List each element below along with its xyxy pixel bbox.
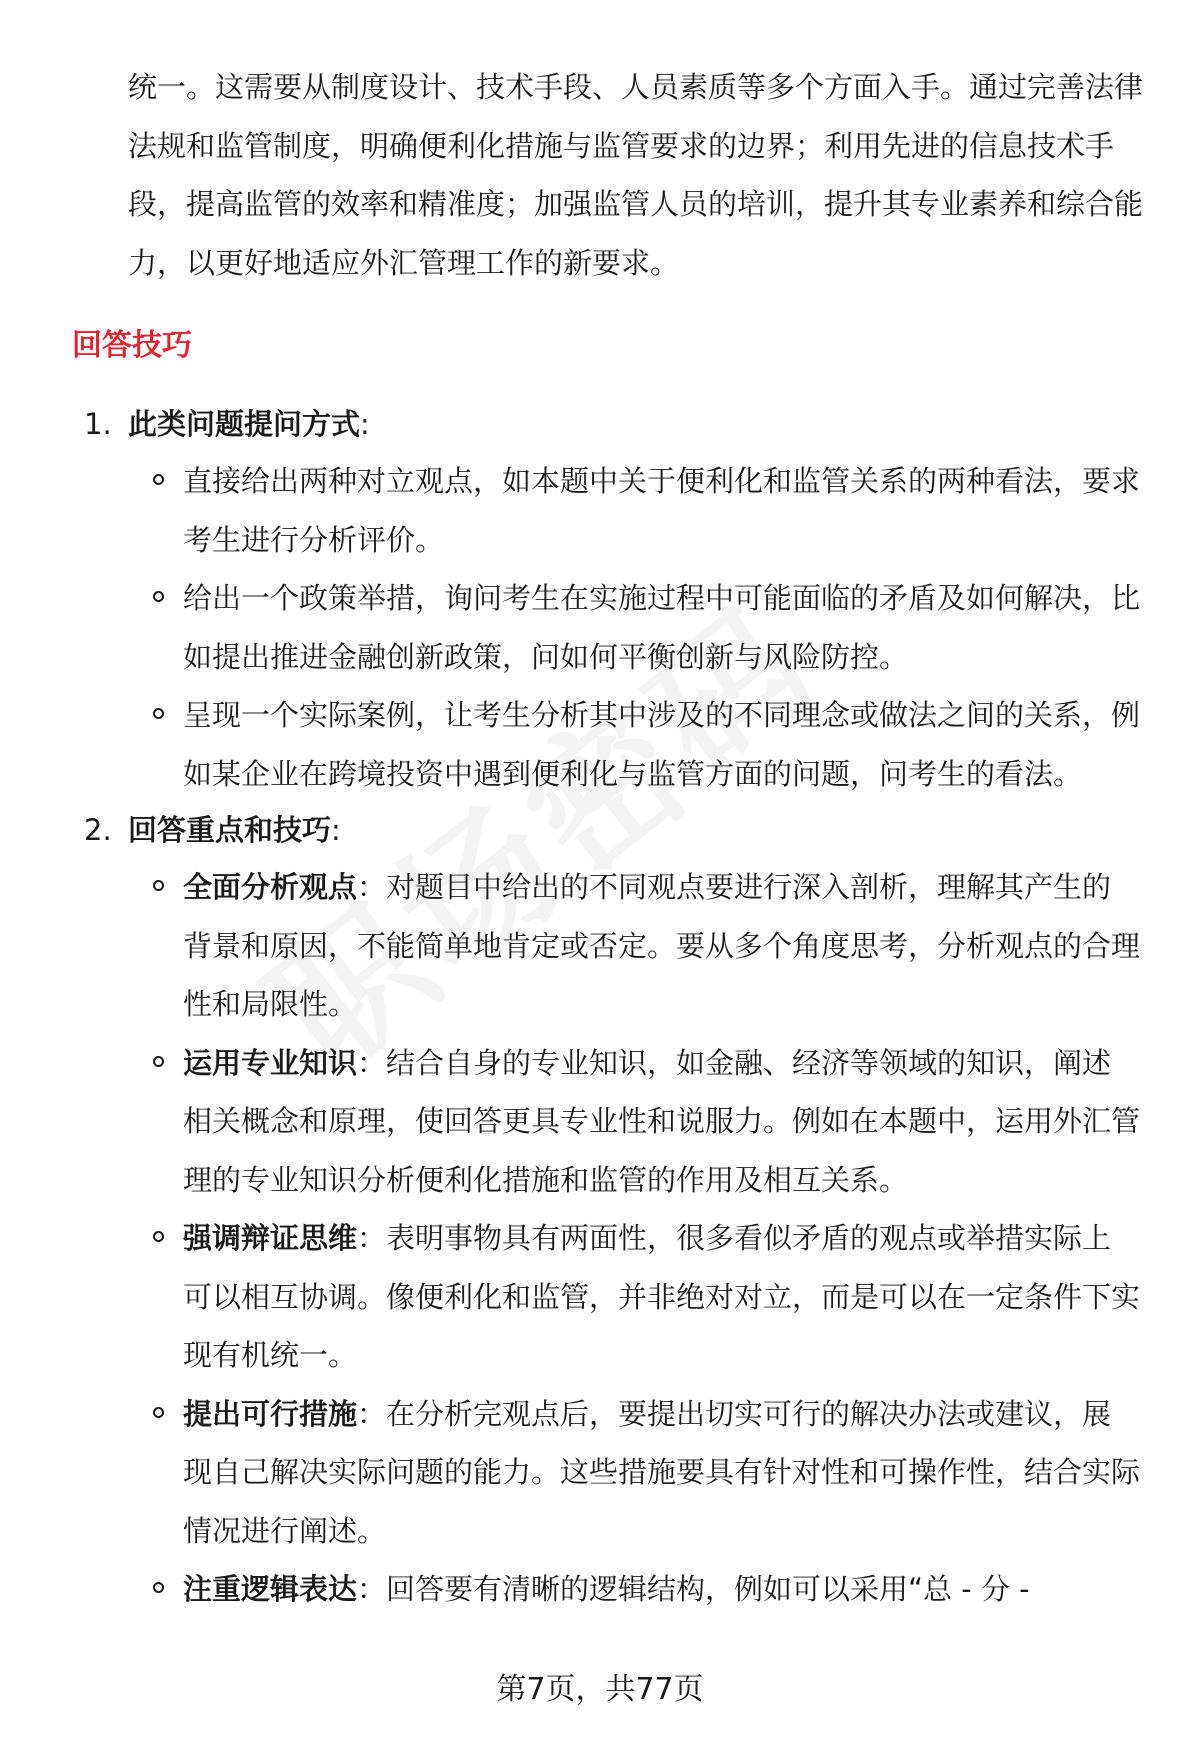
- circle-bullet-icon: [153, 1231, 164, 1242]
- list-item: [0, 803, 1200, 1619]
- sub-item-term: 运用专业知识: [183, 1045, 358, 1080]
- sub-item-term: 全面分析观点: [183, 870, 358, 904]
- list-number: 1.: [84, 407, 112, 441]
- intro-paragraph: 统一。这需要从制度设计、技术手段、人员素质等多个方面入手。通过完善法律法规和监管制度，明确便利化措施与监管要求的边界；利用先进的信息技术手段，提高监管的效率和精准度；加强监管人员的培训，提升其专业素养和综合能力，以更好地适应外汇管理工作的新要求。: [128, 70, 1144, 280]
- sub-list-item: 给出一个政策举措，询问考生在实施过程中可能面临的矛盾及如何解决，比如提出推进金融创新政策，问如何平衡创新与风险防控。: [0, 569, 1140, 686]
- circle-bullet-icon: [153, 708, 164, 719]
- sub-list-item: 注重逻辑表达：回答要有清晰的逻辑结构，例如可以采用“总 - 分 -: [0, 1560, 1140, 1619]
- sub-list-item: 强调辩证思维：表明事物具有两面性，很多看似矛盾的观点或举措实际上可以相互协调。像便利化和监管，并非绝对对立，而是可以在一定条件下实现有机统一。: [0, 1209, 1140, 1385]
- sub-item-term: 注重逻辑表达: [183, 1572, 358, 1606]
- list-item-title: 此类问题提问方式:: [128, 407, 370, 441]
- list-item-heading: [0, 803, 1200, 858]
- list-number: 2.: [84, 813, 112, 847]
- circle-bullet-icon: [153, 474, 164, 485]
- circle-bullet-icon: [153, 591, 164, 602]
- circle-bullet-icon: [153, 1582, 164, 1593]
- sub-item-term: 提出可行措施: [183, 1396, 358, 1431]
- sub-list: [0, 452, 1200, 803]
- sub-item-term: 强调辩证思维: [183, 1221, 358, 1255]
- sub-list: [0, 858, 1200, 1619]
- circle-bullet-icon: [153, 880, 164, 891]
- circle-bullet-icon: [153, 1056, 164, 1067]
- list-item-title: 回答重点和技巧:: [128, 813, 341, 847]
- sub-list-item: 直接给出两种对立观点，如本题中关于便利化和监管关系的两种看法，要求考生进行分析评价。: [0, 452, 1140, 569]
- sub-list-item: 提出可行措施：在分析完观点后，要提出切实可行的解决办法或建议，展现自己解决实际问题的能力。这些措施要具有针对性和可操作性，结合实际情况进行阐述。: [0, 1385, 1140, 1561]
- page-number: 第7页，共77页: [496, 1672, 704, 1707]
- sub-list-item: 呈现一个实际案例，让考生分析其中涉及的不同理念或做法之间的关系，例如某企业在跨境投资中遇到便利化与监管方面的问题，问考生的看法。: [0, 686, 1140, 803]
- circle-bullet-icon: [153, 1407, 164, 1418]
- list-item: [0, 397, 1200, 803]
- tips-list: [0, 397, 1200, 1619]
- list-item-heading: [0, 397, 1200, 452]
- section-title: 回答技巧: [72, 328, 192, 363]
- sub-list-item: 全面分析观点：对题目中给出的不同观点要进行深入剖析，理解其产生的背景和原因，不能简单地肯定或否定。要从多个角度思考，分析观点的合理性和局限性。: [0, 858, 1140, 1034]
- sub-list-item: 运用专业知识：结合自身的专业知识，如金融、经济等领域的知识，阐述相关概念和原理，使回答更具专业性和说服力。例如在本题中，运用外汇管理的专业知识分析便利化措施和监管的作用及相互关系。: [0, 1034, 1140, 1210]
